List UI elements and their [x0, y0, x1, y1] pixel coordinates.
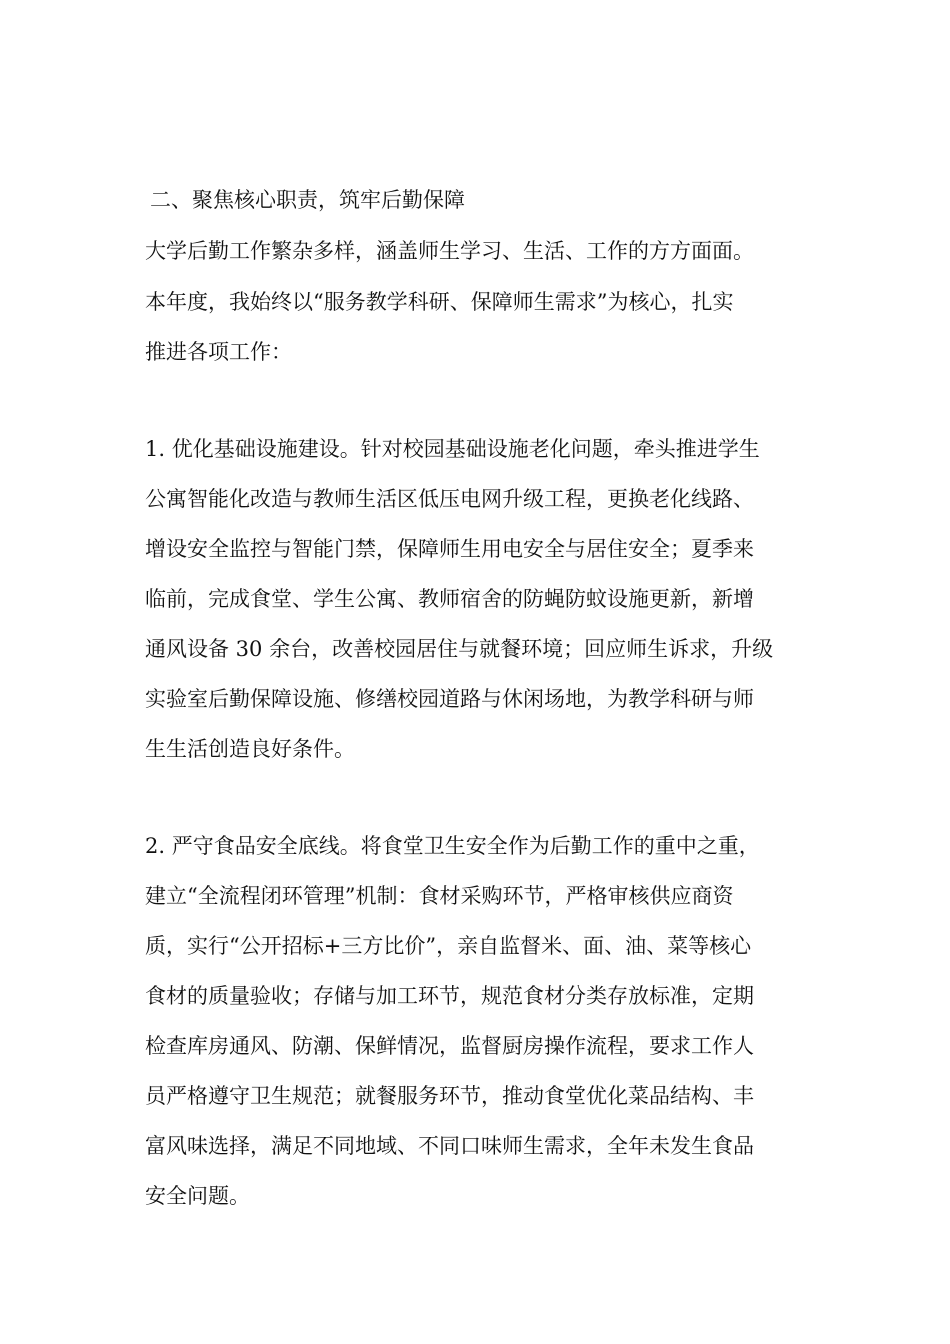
item2-line: 检查库房通风、防潮、保鲜情况，监督厨房操作流程，要求工作人 — [145, 1034, 754, 1058]
item1-line: 通风设备 30 余台，改善校园居住与就餐环境；回应师生诉求，升级 — [145, 637, 774, 661]
item2-line: 员严格遵守卫生规范；就餐服务环节，推动食堂优化菜品结构、丰 — [145, 1084, 754, 1108]
section-heading: 二、聚焦核心职责，筑牢后勤保障 — [150, 188, 465, 212]
item2-line: 建立“全流程闭环管理”机制：食材采购环节，严格审核供应商资 — [145, 884, 734, 908]
item1-line: 增设安全监控与智能门禁，保障师生用电安全与居住安全；夏季来 — [145, 537, 754, 561]
intro-line: 本年度，我始终以“服务教学科研、保障师生需求”为核心，扎实 — [145, 290, 734, 314]
item1-line: 实验室后勤保障设施、修缮校园道路与休闲场地，为教学科研与师 — [145, 687, 754, 711]
item1-line: 临前，完成食堂、学生公寓、教师宿舍的防蝇防蚊设施更新，新增 — [145, 587, 754, 611]
item1-line: 公寓智能化改造与教师生活区低压电网升级工程，更换老化线路、 — [145, 487, 754, 511]
item2-line: 质，实行“公开招标+三方比价”，亲自监督米、面、油、菜等核心 — [145, 934, 752, 958]
intro-line: 推进各项工作： — [145, 340, 292, 364]
item1-line: 生生活创造良好条件。 — [145, 737, 355, 761]
item2-line: 2. 严守食品安全底线。将食堂卫生安全作为后勤工作的重中之重， — [145, 834, 760, 858]
item2-line: 富风味选择，满足不同地域、不同口味师生需求，全年未发生食品 — [145, 1134, 754, 1158]
intro-line: 大学后勤工作繁杂多样，涵盖师生学习、生活、工作的方方面面。 — [145, 239, 754, 263]
item2-line: 食材的质量验收；存储与加工环节，规范食材分类存放标准，定期 — [145, 984, 754, 1008]
item1-line: 1. 优化基础设施建设。针对校园基础设施老化问题，牵头推进学生 — [145, 437, 760, 461]
item2-line: 安全问题。 — [145, 1184, 250, 1208]
